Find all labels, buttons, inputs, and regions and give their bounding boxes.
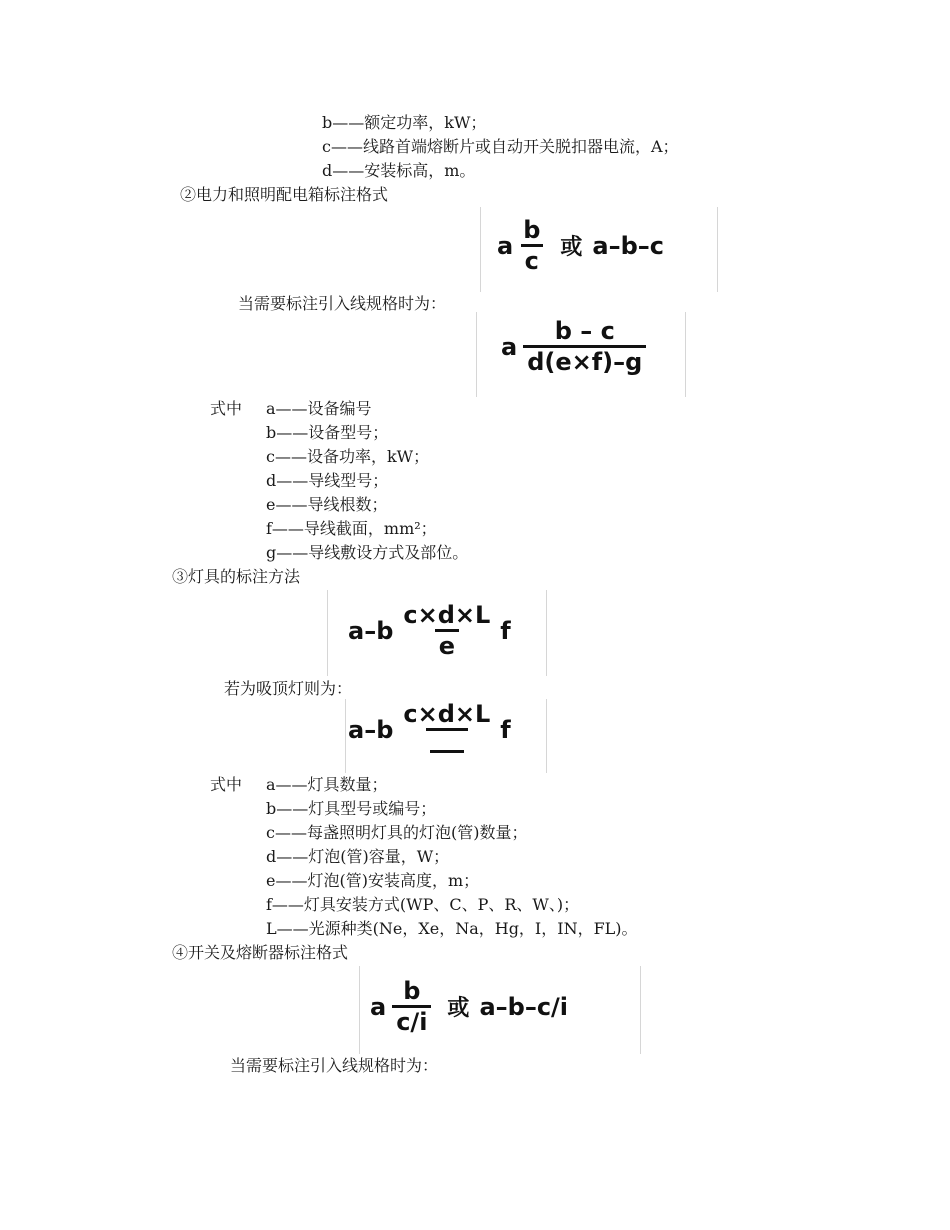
formula bbox=[497, 217, 664, 274]
where-label: 式中 bbox=[210, 399, 243, 418]
formula-term: a bbox=[370, 992, 387, 1021]
fraction-denominator: c bbox=[521, 244, 543, 274]
formula-alt: a–b–c/i bbox=[479, 992, 569, 1021]
def-line: d——导线型号； bbox=[266, 471, 389, 490]
section-heading: ②电力和照明配电箱标注格式 bbox=[180, 185, 389, 204]
fraction bbox=[519, 217, 544, 274]
def-line: e——灯泡(管)安装高度，m； bbox=[266, 871, 480, 890]
formula-box bbox=[359, 966, 641, 1054]
formula bbox=[348, 701, 511, 758]
formula-term: a bbox=[501, 332, 518, 361]
def-line: b——灯具型号或编号； bbox=[266, 799, 437, 818]
formula-term: a bbox=[497, 231, 514, 260]
fraction-denominator: c/i bbox=[392, 1005, 431, 1035]
fraction-denominator bbox=[426, 728, 468, 758]
def-line: b——额定功率，kW； bbox=[322, 113, 487, 132]
formula bbox=[370, 978, 568, 1035]
fraction bbox=[399, 701, 494, 758]
formula-box bbox=[345, 699, 547, 773]
def-line: c——线路首端熔断片或自动开关脱扣器电流，A； bbox=[322, 137, 679, 156]
def-line: c——设备功率，kW； bbox=[266, 447, 430, 466]
formula-alt: a–b–c bbox=[592, 231, 665, 260]
formula-term: a–b bbox=[348, 715, 394, 744]
def-line: d——灯泡(管)容量，W； bbox=[266, 847, 450, 866]
def-line: f——导线截面，mm²； bbox=[266, 519, 437, 538]
formula bbox=[348, 602, 511, 659]
def-line: b——设备型号； bbox=[266, 423, 389, 442]
blank-underline bbox=[430, 750, 464, 753]
fraction bbox=[399, 602, 494, 659]
fraction bbox=[392, 978, 431, 1035]
def-line: c——每盏照明灯具的灯泡(管)数量； bbox=[266, 823, 528, 842]
note-text: 若为吸顶灯则为： bbox=[224, 679, 353, 698]
formula-term: a–b bbox=[348, 616, 394, 645]
formula bbox=[501, 318, 652, 375]
fraction-denominator: d(e×f)–g bbox=[523, 345, 646, 375]
def-line: L——光源种类(Ne，Xe，Na，Hg，I，IN，FL)。 bbox=[266, 919, 638, 938]
section-heading: ④开关及熔断器标注格式 bbox=[172, 943, 349, 962]
fraction-numerator: b bbox=[523, 216, 541, 244]
fraction-numerator: c×d×L bbox=[403, 700, 491, 728]
formula-box bbox=[327, 590, 547, 676]
def-line: a——灯具数量； bbox=[266, 775, 388, 794]
def-line: a——设备编号 bbox=[266, 399, 372, 418]
def-line: e——导线根数； bbox=[266, 495, 388, 514]
def-line: g——导线敷设方式及部位。 bbox=[266, 543, 469, 562]
fraction-numerator: c×d×L bbox=[403, 601, 491, 629]
formula-or: 或 bbox=[560, 234, 583, 260]
formula-term: f bbox=[500, 616, 511, 645]
formula-box bbox=[476, 312, 686, 397]
where-label: 式中 bbox=[210, 775, 243, 794]
note-text: 当需要标注引入线规格时为： bbox=[230, 1056, 439, 1075]
formula-term: f bbox=[500, 715, 511, 744]
formula-box bbox=[480, 207, 718, 292]
section-heading: ③灯具的标注方法 bbox=[172, 567, 301, 586]
note-text: 当需要标注引入线规格时为： bbox=[238, 294, 447, 313]
fraction bbox=[523, 318, 646, 375]
def-line: d——安装标高，m。 bbox=[322, 161, 476, 180]
formula-or: 或 bbox=[447, 995, 470, 1021]
fraction-numerator: b – c bbox=[554, 317, 615, 345]
fraction-numerator: b bbox=[403, 977, 421, 1005]
def-line: f——灯具安装方式(WP、C、P、R、W、)； bbox=[266, 895, 580, 914]
fraction-denominator: e bbox=[435, 629, 459, 659]
